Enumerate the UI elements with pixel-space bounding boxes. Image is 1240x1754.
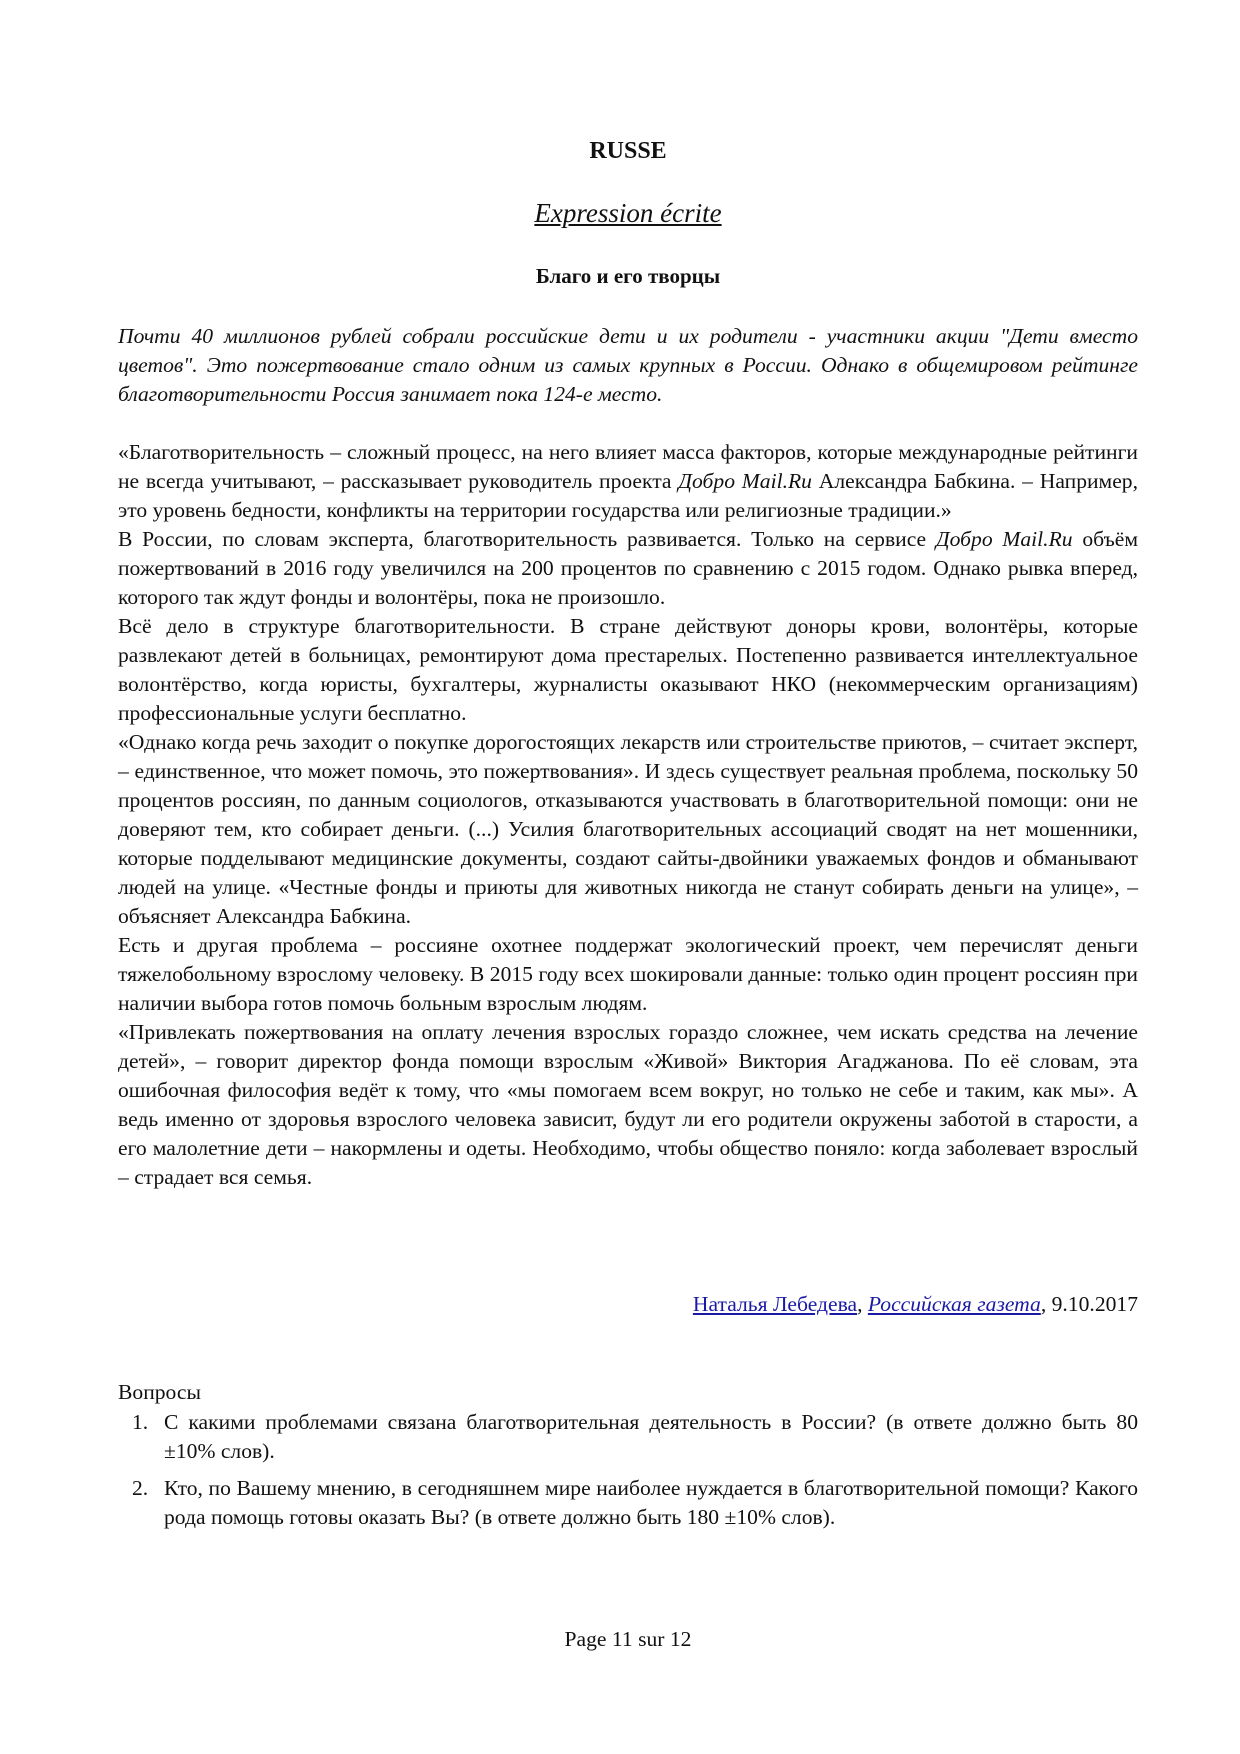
question-text: С какими проблемами связана благотворительная деятельность в России? (в ответе должно быть 80 ±10% слов). [164, 1410, 1138, 1463]
article-paragraph-3: Всё дело в структуре благотворительности. В стране действуют доноры крови, волонтёры, которые развлекают детей в больницах, ремонтируют дома престарелых. Постепенно развивается интеллектуальное волонтёрство, когда юристы, бухгалтеры, журналисты оказывают НКО (некоммерческим организациям) профессиональные услуги бесплатно. [118, 614, 1138, 725]
article-title: Благо и его творцы [535, 264, 721, 288]
article-paragraph-6: «Привлекать пожертвования на оплату лечения взрослых гораздо сложнее, чем искать средства на лечение детей», – говорит директор фонда помощи взрослым «Живой» Виктория Агаджанова. По её словам, эта ошибочная философия ведёт к тому, что «мы помогаем всем вокруг, но только не себе и таким, как мы». А ведь именно от здоровья взрослого человека зависит, будут ли его родители окружены заботой в старости, а его малолетние дети – накормлены и одеты. Необходимо, чтобы общество поняло: когда заболевает взрослый – страдает вся семья. [118, 1020, 1138, 1189]
paragraph-2-project-name: Добро Mail.Ru [935, 527, 1073, 551]
author-link[interactable]: Наталья Лебедева [692, 1292, 858, 1316]
question-item [118, 1408, 1138, 1466]
subject-heading: RUSSE [589, 138, 667, 164]
article-lead: Почти 40 миллионов рублей собрали российские дети и их родители - участники акции "Дети вместо цветов". Это пожертвование стало одним из самых крупных в России. Однако в общемировом рейтинге благотворительности Россия занимает пока 124-е место. [118, 324, 1138, 406]
article-attribution [118, 1292, 1138, 1317]
question-text: Кто, по Вашему мнению, в сегодняшнем мире наиболее нуждается в благотворительной помощи? Какого рода помощь готовы оказать Вы? (в ответе должно быть 180 ±10% слов). [164, 1476, 1138, 1529]
paragraph-1-project-name: Добро Mail.Ru [678, 469, 812, 493]
article-body [118, 438, 1138, 1192]
page-number: Page 11 sur 12 [564, 1627, 692, 1651]
questions-list [118, 1408, 1138, 1540]
source-link[interactable]: Российская газета [867, 1292, 1041, 1316]
paragraph-2-text-a: В России, по словам эксперта, благотворительность развивается. Только на сервисе [118, 527, 936, 551]
section-heading: Expression écrite [534, 198, 722, 228]
article-paragraph-2 [118, 525, 1138, 612]
question-item [118, 1474, 1138, 1532]
article-paragraph-4: «Однако когда речь заходит о покупке дорогостоящих лекарств или строительстве приютов, – считает эксперт, – единственное, что может помочь, это пожертвования». И здесь существует реальная проблема, поскольку 50 процентов россиян, по данным социологов, отказываются участвовать в благотворительной помощи: они не доверяют тем, кто собирает деньги. (...) Усилия благотворительных ассоциаций сводят на нет мошенники, которые подделывают медицинские документы, создают сайты-двойники уважаемых фондов и обманывают людей на улице. «Честные фонды и приюты для животных никогда не станут собирать деньги на улице», – объясняет Александра Бабкина. [118, 730, 1138, 928]
paragraph-1-text-b: Александра Бабкина. – Например, это уровень бедности, конфликты на территории государства или религиозные традиции.» [118, 469, 1138, 522]
paragraph-1-text-a: «Благотворительность – сложный процесс, на него влияет масса факторов, которые международные рейтинги не всегда учитывают, – рассказывает руководитель проекта [118, 440, 1138, 493]
attribution-date: , 9.10.2017 [1040, 1292, 1138, 1316]
question-number: 2. [132, 1476, 149, 1500]
article-paragraph-1 [118, 438, 1138, 525]
question-number: 1. [132, 1410, 149, 1434]
questions-heading: Вопросы [118, 1380, 201, 1404]
paragraph-2-text-b: объём пожертвований в 2016 году увеличился на 200 процентов по сравнению с 2015 годом. Однако рывка вперед, которого так ждут фонды и волонтёры, пока не произошло. [118, 527, 1138, 609]
document-page [118, 0, 1138, 1754]
attribution-separator: , [857, 1292, 868, 1316]
article-paragraph-5: Есть и другая проблема – россияне охотнее поддержат экологический проект, чем перечислят деньги тяжелобольному взрослому человеку. В 2015 году всех шокировали данные: только один процент россиян при наличии выбора готов помочь больным взрослым людям. [118, 933, 1138, 1015]
